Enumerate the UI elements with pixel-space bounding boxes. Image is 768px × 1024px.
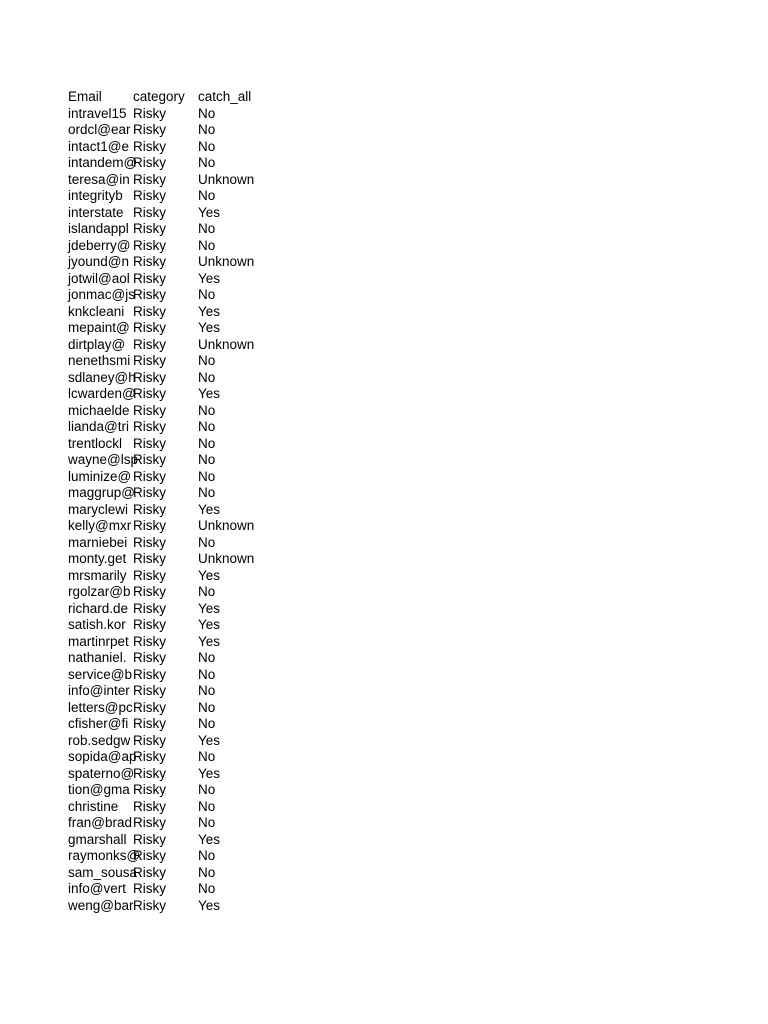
table-row (68, 205, 288, 222)
cell-catch-all: No (198, 716, 216, 731)
cell-catch-all: No (198, 749, 216, 764)
cell-email: dirtplay@ (68, 336, 126, 352)
cell-email: intravel15 (68, 105, 127, 121)
table-row (68, 221, 288, 238)
cell-category: Risky (133, 617, 166, 632)
cell-catch-all: No (198, 369, 216, 385)
cell-email: fran@brad (68, 815, 132, 830)
cell-category: Risky (133, 485, 166, 500)
table-row (68, 518, 288, 535)
table-row (68, 188, 288, 205)
cell-email: monty.get (68, 551, 127, 566)
cell-category: Risky (133, 237, 166, 253)
cell-catch-all: Yes (198, 897, 221, 913)
table-row (68, 667, 288, 684)
table-row (68, 254, 288, 271)
cell-category: Risky (133, 452, 166, 467)
cell-category: Risky (133, 732, 166, 748)
table-row (68, 716, 288, 733)
cell-email: gmarshall (68, 831, 127, 847)
spreadsheet (68, 89, 288, 914)
table-row (68, 419, 288, 436)
cell-catch-all: No (198, 452, 216, 467)
cell-email: knkcleani (68, 303, 125, 319)
cell-email: trentlockl (68, 435, 123, 451)
table-row (68, 436, 288, 453)
cell-catch-all: No (198, 155, 216, 170)
cell-catch-all: Yes (198, 386, 221, 401)
cell-category: Risky (133, 254, 166, 269)
cell-catch-all: No (198, 188, 216, 203)
cell-category: Risky (133, 122, 166, 137)
cell-email: maggrup@ (68, 485, 135, 500)
cell-email: mrsmarily (68, 567, 127, 583)
cell-catch-all: Unknown (198, 551, 255, 566)
cell-email: wayne@lsp (68, 452, 138, 467)
table-row (68, 815, 288, 832)
cell-catch-all: No (198, 815, 216, 830)
cell-email: info@inter (68, 683, 130, 698)
cell-catch-all: Yes (198, 303, 221, 319)
cell-email: raymonks@ (68, 848, 141, 863)
cell-email: tion@gma (68, 782, 130, 797)
cell-email: michaelde (68, 402, 130, 418)
cell-catch-all: Yes (198, 320, 221, 335)
table-row (68, 568, 288, 585)
table-row (68, 469, 288, 486)
cell-email: info@vert (68, 881, 126, 896)
cell-catch-all: No (198, 864, 216, 880)
cell-category: Risky (133, 633, 166, 649)
cell-category: Risky (133, 881, 166, 896)
cell-catch-all: No (198, 468, 216, 484)
cell-category: Risky (133, 402, 166, 418)
cell-catch-all: Yes (198, 633, 221, 649)
table-row (68, 485, 288, 502)
cell-email: lianda@tri (68, 419, 129, 434)
cell-email: interstate (68, 204, 124, 220)
cell-email: ordcl@ear (68, 122, 131, 137)
cell-category: Risky (133, 138, 166, 154)
table-row (68, 172, 288, 189)
cell-category: Risky (133, 534, 166, 550)
cell-category: Risky (133, 419, 166, 434)
cell-email: jonmac@js (68, 287, 135, 302)
table-row (68, 238, 288, 255)
cell-catch-all: Unknown (198, 254, 255, 269)
table-body (68, 106, 288, 915)
table-row (68, 551, 288, 568)
table-row (68, 650, 288, 667)
cell-catch-all: No (198, 881, 216, 896)
cell-category: Risky (133, 666, 166, 682)
cell-category: Risky (133, 303, 166, 319)
cell-category: Risky (133, 650, 166, 665)
header-email: Email (68, 89, 102, 104)
cell-catch-all: Yes (198, 831, 221, 847)
table-row (68, 139, 288, 156)
cell-category: Risky (133, 468, 166, 484)
cell-category: Risky (133, 683, 166, 698)
cell-email: spaterno@ (68, 765, 135, 781)
table-row (68, 848, 288, 865)
cell-catch-all: Yes (198, 501, 221, 517)
table-row (68, 799, 288, 816)
cell-email: integrityb (68, 188, 123, 203)
table-row (68, 782, 288, 799)
cell-category: Risky (133, 518, 166, 533)
cell-category: Risky (133, 831, 166, 847)
cell-category: Risky (133, 815, 166, 830)
table-row (68, 155, 288, 172)
cell-catch-all: No (198, 650, 216, 665)
table-row (68, 832, 288, 849)
cell-category: Risky (133, 749, 166, 764)
table-row (68, 271, 288, 288)
table-row (68, 617, 288, 634)
cell-email: cfisher@fi (68, 716, 129, 731)
cell-email: islandappl (68, 221, 129, 236)
table-row (68, 287, 288, 304)
cell-email: christine (68, 798, 119, 814)
cell-email: marniebei (68, 534, 128, 550)
header-row (68, 89, 288, 106)
header-category: category (133, 89, 185, 104)
cell-category: Risky (133, 551, 166, 566)
cell-email: jdeberry@ (68, 237, 131, 253)
cell-category: Risky (133, 798, 166, 814)
table-row (68, 881, 288, 898)
cell-email: weng@bar (68, 897, 134, 913)
table-row (68, 106, 288, 123)
table-row (68, 634, 288, 651)
data-table (68, 89, 288, 914)
cell-catch-all: No (198, 798, 216, 814)
cell-email: satish.kor (68, 617, 126, 632)
cell-category: Risky (133, 287, 166, 302)
cell-catch-all: No (198, 419, 216, 434)
cell-catch-all: No (198, 683, 216, 698)
cell-category: Risky (133, 782, 166, 797)
cell-email: letters@pc (68, 699, 133, 715)
cell-catch-all: No (198, 666, 216, 682)
cell-category: Risky (133, 567, 166, 583)
cell-catch-all: Yes (198, 732, 221, 748)
cell-email: intact1@e (68, 138, 129, 154)
cell-category: Risky (133, 765, 166, 781)
cell-catch-all: No (198, 848, 216, 863)
cell-category: Risky (133, 188, 166, 203)
cell-category: Risky (133, 221, 166, 236)
cell-catch-all: No (198, 287, 216, 302)
cell-category: Risky (133, 270, 166, 286)
header-catch-all: catch_all (198, 89, 252, 104)
table-row (68, 584, 288, 601)
cell-catch-all: Yes (198, 617, 221, 632)
cell-catch-all: No (198, 353, 216, 368)
cell-category: Risky (133, 600, 166, 616)
cell-catch-all: No (198, 221, 216, 236)
cell-category: Risky (133, 716, 166, 731)
cell-category: Risky (133, 320, 166, 335)
table-row (68, 337, 288, 354)
cell-email: luminize@ (68, 468, 132, 484)
cell-category: Risky (133, 848, 166, 863)
cell-email: kelly@mxr (68, 518, 132, 533)
cell-category: Risky (133, 386, 166, 401)
cell-catch-all: Unknown (198, 336, 255, 352)
cell-catch-all: No (198, 122, 216, 137)
cell-catch-all: Yes (198, 600, 221, 616)
cell-category: Risky (133, 864, 166, 880)
cell-category: Risky (133, 353, 166, 368)
cell-category: Risky (133, 204, 166, 220)
cell-email: maryclewi (68, 501, 129, 517)
cell-catch-all: No (198, 534, 216, 550)
table-row (68, 452, 288, 469)
cell-catch-all: No (198, 402, 216, 418)
cell-catch-all: No (198, 237, 216, 253)
table-row (68, 320, 288, 337)
cell-category: Risky (133, 105, 166, 121)
cell-catch-all: No (198, 105, 216, 121)
cell-category: Risky (133, 155, 166, 170)
cell-catch-all: No (198, 584, 216, 599)
cell-catch-all: No (198, 699, 216, 715)
table-row (68, 898, 288, 915)
cell-email: lcwarden@ (68, 386, 136, 401)
table-row (68, 733, 288, 750)
cell-catch-all: Yes (198, 567, 221, 583)
cell-catch-all: Unknown (198, 518, 255, 533)
cell-email: sopida@ap (68, 749, 137, 764)
cell-catch-all: No (198, 435, 216, 451)
cell-email: richard.de (68, 600, 129, 616)
cell-email: rgolzar@b (68, 584, 131, 599)
cell-email: intandem@ (68, 155, 138, 170)
cell-category: Risky (133, 336, 166, 352)
cell-catch-all: Yes (198, 270, 221, 286)
cell-catch-all: No (198, 485, 216, 500)
cell-email: service@b (68, 666, 132, 682)
table-row (68, 683, 288, 700)
cell-category: Risky (133, 501, 166, 517)
table-row (68, 865, 288, 882)
cell-category: Risky (133, 584, 166, 599)
cell-email: nathaniel. (68, 650, 127, 665)
cell-email: mepaint@ (68, 320, 130, 335)
cell-catch-all: Yes (198, 765, 221, 781)
cell-email: martinrpet (68, 633, 129, 649)
cell-category: Risky (133, 897, 166, 913)
table-row (68, 122, 288, 139)
cell-category: Risky (133, 369, 166, 385)
table-row (68, 601, 288, 618)
cell-email: nenethsmi (68, 353, 131, 368)
cell-email: jotwil@aol (68, 270, 130, 286)
table-row (68, 502, 288, 519)
cell-catch-all: Unknown (198, 171, 255, 187)
cell-email: jyound@n (68, 254, 129, 269)
table-row (68, 386, 288, 403)
cell-email: rob.sedgw (68, 732, 131, 748)
table-row (68, 370, 288, 387)
cell-catch-all: Yes (198, 204, 221, 220)
cell-category: Risky (133, 435, 166, 451)
table-row (68, 766, 288, 783)
table-row (68, 535, 288, 552)
table-row (68, 403, 288, 420)
cell-email: sam_sousa (68, 864, 138, 880)
cell-category: Risky (133, 699, 166, 715)
cell-category: Risky (133, 171, 166, 187)
table-row (68, 304, 288, 321)
table-row (68, 749, 288, 766)
table-row (68, 353, 288, 370)
cell-email: teresa@in (68, 171, 130, 187)
cell-email: sdlaney@h (68, 369, 136, 385)
table-row (68, 700, 288, 717)
cell-catch-all: No (198, 138, 216, 154)
cell-catch-all: No (198, 782, 216, 797)
